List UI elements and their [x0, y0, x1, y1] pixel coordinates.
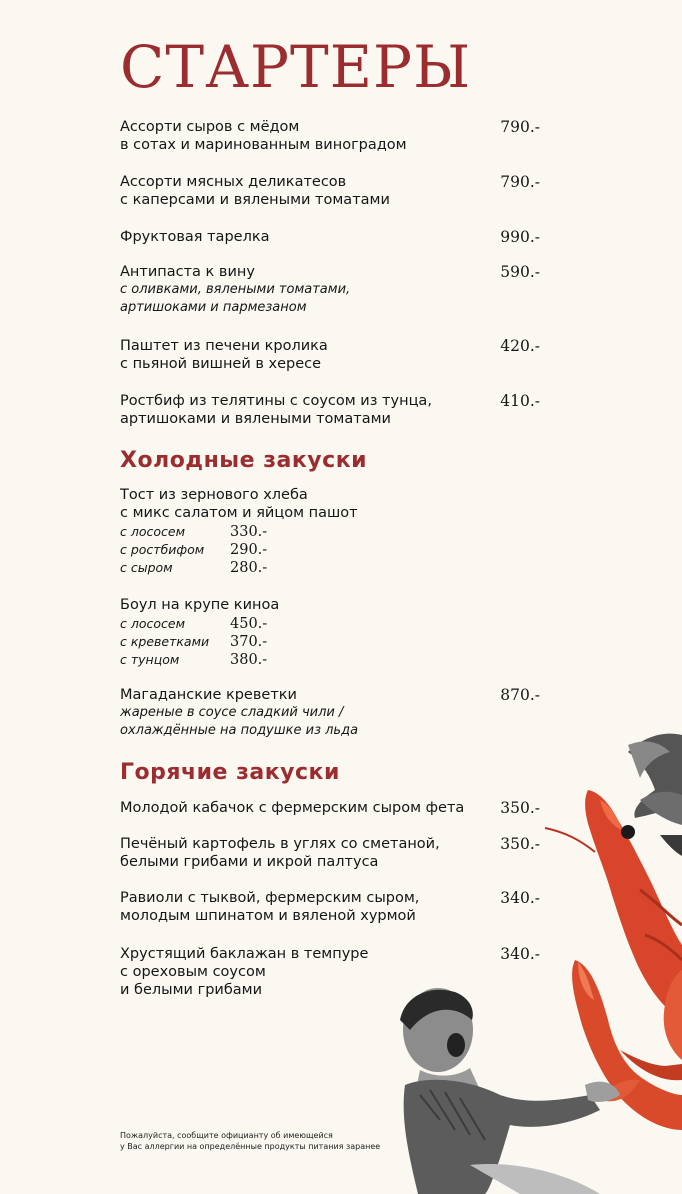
item-name: Равиоли с тыквой, фермерским сыром, молодым шпинатом и вяленой хурмой [120, 890, 420, 924]
item-price: 350.- [500, 835, 540, 853]
item-name: Хрустящий баклажан в темпуре с ореховым соусом и белыми грибами [120, 946, 369, 998]
item-price: 340.- [500, 889, 540, 907]
variant-label: с сыром [120, 560, 173, 575]
item-price: 790.- [500, 118, 540, 136]
item-name: Боул на крупе киноа [120, 597, 280, 613]
variant-row [120, 559, 540, 577]
variant-list [120, 523, 540, 577]
item-price: 790.- [500, 173, 540, 191]
item-name: Ассорти мясных деликатесов с каперсами и вялеными томатами [120, 174, 390, 208]
variant-label: с лососем [120, 616, 185, 631]
item-name: Фруктовая тарелка [120, 229, 270, 245]
menu-item [120, 392, 540, 428]
item-name: Печёный картофель в углях со сметаной, белыми грибами и икрой палтуса [120, 836, 440, 870]
item-price: 420.- [500, 337, 540, 355]
item-price: 590.- [500, 263, 540, 281]
menu-item [120, 173, 540, 209]
item-description: с оливками, вялеными томатами, артишоками и пармезаном [120, 282, 351, 315]
variant-row [120, 615, 540, 633]
allergy-note: Пожалуйста, сообщите официанту об имеющейся у Вас аллергии на определённые продукты питания заранее [120, 1131, 381, 1151]
variant-price: 380.- [230, 652, 268, 668]
variant-price: 290.- [230, 542, 268, 558]
item-price: 340.- [500, 945, 540, 963]
menu-item [120, 486, 540, 577]
page-title: СТАРТЕРЫ [120, 33, 472, 101]
variant-price: 330.- [230, 524, 268, 540]
menu-item [120, 263, 540, 317]
item-name: Антипаста к вину [120, 264, 255, 280]
menu-item [120, 945, 540, 999]
shrimp-icon [545, 790, 682, 1060]
item-price: 410.- [500, 392, 540, 410]
item-price: 990.- [500, 228, 540, 246]
bird-icon [628, 734, 682, 856]
item-name: Молодой кабачок с фермерским сыром фета [120, 800, 465, 816]
variant-label: с креветками [120, 634, 210, 649]
menu-item [120, 118, 540, 154]
menu-item [120, 835, 540, 871]
menu-item [120, 596, 540, 669]
menu-item [120, 686, 540, 740]
menu-item [120, 337, 540, 373]
menu-item [120, 228, 540, 246]
item-name: Магаданские креветки [120, 687, 297, 703]
item-name: Паштет из печени кролика с пьяной вишней в хересе [120, 338, 328, 372]
variant-row [120, 633, 540, 651]
variant-price: 450.- [230, 616, 268, 632]
item-price: 350.- [500, 799, 540, 817]
variant-price: 370.- [230, 634, 268, 650]
variant-list [120, 615, 540, 669]
menu-item [120, 889, 540, 925]
item-name: Тост из зернового хлеба с микс салатом и яйцом пашот [120, 487, 358, 521]
variant-row [120, 651, 540, 669]
variant-row [120, 523, 540, 541]
variant-row [120, 541, 540, 559]
item-name: Ассорти сыров с мёдом в сотах и маринованным виноградом [120, 119, 407, 153]
item-description: жареные в соусе сладкий чили / охлаждённые на подушке из льда [120, 705, 359, 738]
item-name: Ростбиф из телятины с соусом из тунца, артишоками и вялеными томатами [120, 393, 432, 427]
menu-item [120, 799, 540, 817]
variant-label: с лососем [120, 524, 185, 539]
section-title-cold: Холодные закуски [120, 448, 368, 473]
item-price: 870.- [500, 686, 540, 704]
variant-label: с ростбифом [120, 542, 205, 557]
variant-label: с тунцом [120, 652, 180, 667]
section-title-hot: Горячие закуски [120, 760, 340, 785]
variant-price: 280.- [230, 560, 268, 576]
